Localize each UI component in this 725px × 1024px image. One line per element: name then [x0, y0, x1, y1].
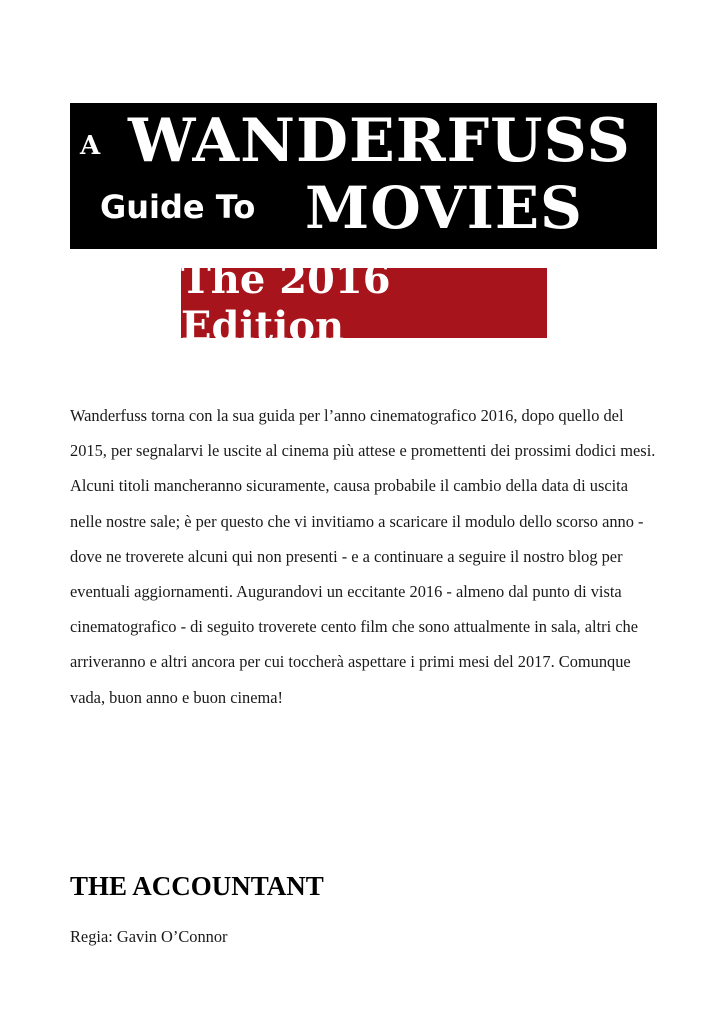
film-title: THE ACCOUNTANT	[70, 871, 324, 901]
banner-brand: WANDERFUSS	[128, 106, 631, 176]
banner-article: A	[80, 131, 101, 161]
banner-subtitle: Guide To	[100, 188, 256, 226]
banner-movies: MOVIES	[305, 174, 583, 242]
intro-paragraph: Wanderfuss torna con la sua guida per l’anno cinematografico 2016, dopo quello del 2015, per segnalarvi le uscite al cinema più attese e promettenti dei prossimi dodici mesi. Alcuni titoli mancheranno sicuramente, causa probabile il cambio della data di uscita nelle nostre sale; è per questo che vi invitiamo a scaricare il modulo dello scorso anno - dove ne troverete alcuni qui non presenti - e a continuare a seguire il nostro blog per eventuali aggiornamenti. Augurandovi un eccitante 2016 - almeno dal punto di vista cinematografico - di seguito troverete cento film che sono attualmente in sala, altri che arriveranno e altri ancora per cui toccherà aspettare i primi mesi del 2017. Comunque vada, buon anno e buon cinema!	[70, 406, 656, 707]
film-director: Regia: Gavin O’Connor	[70, 927, 228, 946]
header-banner	[70, 103, 657, 249]
edition-badge: The 2016 Edition	[181, 268, 547, 338]
